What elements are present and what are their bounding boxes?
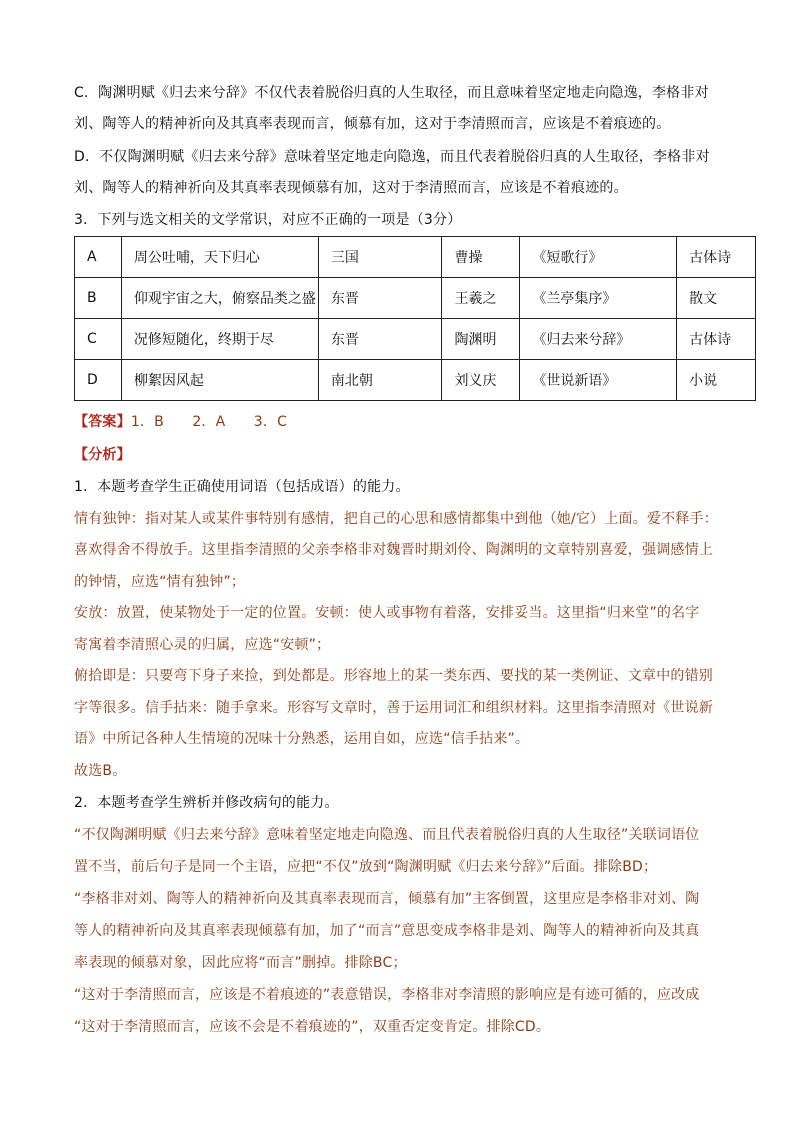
table-row (75, 237, 756, 278)
row-genre: 古体诗 (677, 237, 756, 278)
analysis-line: 字等很多。信手拈来：随手拿来。形容写文章时，善于运用词汇和组织材料。这里指李清照对《世说新 (74, 700, 713, 716)
row-genre: 散文 (677, 278, 756, 319)
row-genre: 小说 (677, 360, 756, 401)
analysis-line: “这对于李清照而言，应该是不着痕迹的”表意错误，李格非对李清照的影响应是有迹可循的，应改成 (74, 987, 700, 1003)
row-work: 《兰亭集序》 (520, 278, 677, 319)
literature-table (74, 236, 756, 401)
row-letter: C (75, 319, 122, 360)
table-row (75, 319, 756, 360)
analysis-line: 情有独钟：指对某人或某件事特别有感情，把自己的心思和感情都集中到他（她/它）上面。爱不释手： (74, 511, 718, 527)
table-row (75, 360, 756, 401)
row-letter: A (75, 237, 122, 278)
row-era: 东晋 (318, 319, 442, 360)
row-era: 三国 (318, 237, 442, 278)
analysis-line: 1．本题考查学生正确使用词语（包括成语）的能力。 (74, 479, 410, 495)
row-era: 东晋 (318, 278, 442, 319)
answer-line (74, 412, 734, 432)
question-3-stem: 3．下列与选文相关的文学常识，对应不正确的一项是（3分） (74, 212, 462, 228)
row-letter: D (75, 360, 122, 401)
row-quote: 仰观宇宙之大，俯察品类之盛 (121, 278, 318, 319)
analysis-line: 俯拾即是：只要弯下身子来捡，到处都是。形容地上的某一类东西、要找的某一类例证、文章中的错别 (74, 668, 713, 684)
analysis-label: 【分析】 (74, 447, 131, 463)
row-quote: 柳絮因风起 (121, 360, 318, 401)
analysis-line: “这对于李清照而言，应该不会是不着痕迹的”，双重否定变肯定。排除CD。 (74, 1019, 551, 1035)
analysis-line: 故选B。 (74, 763, 127, 779)
analysis-line: 置不当，前后句子是同一个主语，应把“不仅”放到“陶渊明赋《归去来兮辞》”后面。排除BD； (74, 859, 658, 875)
row-author: 曹操 (442, 237, 520, 278)
analysis-line: 喜欢得舍不得放手。这里指李清照的父亲李格非对魏晋时期刘伶、陶渊明的文章特别喜爱，强调感情上 (74, 542, 713, 558)
option-d-line-2: 刘、陶等人的精神祈向及其真率表现倾慕有加，这对于李清照而言，应该是不着痕迹的。 (74, 180, 628, 196)
row-author: 陶渊明 (442, 319, 520, 360)
answer-text: 1．B 2．A 3．C (130, 414, 288, 430)
row-quote: 周公吐哺，天下归心 (121, 237, 318, 278)
option-c-line-1: C．陶渊明赋《归去来兮辞》不仅代表着脱俗归真的人生取径，而且意味着坚定地走向隐逸，李格非对 (74, 85, 709, 101)
analysis-line: 寄寓着李清照心灵的归属，应选“安顿”； (74, 637, 331, 653)
analysis-line: 等人的精神祈向及其真率表现倾慕有加，加了“而言”意思变成李格非是刘、陶等人的精神祈向及其真 (74, 923, 700, 939)
row-work: 《世说新语》 (520, 360, 677, 401)
row-quote: 况修短随化，终期于尽 (121, 319, 318, 360)
table-row (75, 278, 756, 319)
analysis-line: 语》中所记各种人生情境的况味十分熟悉，运用自如，应选“信手拈来”。 (74, 731, 530, 747)
analysis-line: 率表现的倾慕对象，因此应将“而言”删掉。排除BC； (74, 955, 407, 971)
row-era: 南北朝 (318, 360, 442, 401)
analysis-line: 的钟情，应选“情有独钟”； (74, 574, 246, 590)
row-author: 王羲之 (442, 278, 520, 319)
answer-label: 【答案】 (74, 414, 131, 430)
analysis-line: 2．本题考查学生辨析并修改病句的能力。 (74, 795, 339, 811)
row-letter: B (75, 278, 122, 319)
row-work: 《短歌行》 (520, 237, 677, 278)
row-work: 《归去来兮辞》 (520, 319, 677, 360)
analysis-line: 安放：放置，使某物处于一定的位置。安顿：使人或事物有着落，安排妥当。这里指“归来堂”的名字 (74, 605, 700, 621)
option-c-line-2: 刘、陶等人的精神祈向及其真率表现而言，倾慕有加，这对于李清照而言，应该是不着痕迹的。 (74, 116, 671, 132)
option-d-line-1: D．不仅陶渊明赋《归去来兮辞》意味着坚定地走向隐逸，而且代表着脱俗归真的人生取径，李格非对 (74, 149, 710, 165)
row-genre: 古体诗 (677, 319, 756, 360)
analysis-line: “不仅陶渊明赋《归去来兮辞》意味着坚定地走向隐逸、而且代表着脱俗归真的人生取径”关联词语位 (74, 827, 700, 843)
row-author: 刘义庆 (442, 360, 520, 401)
analysis-line: “李格非对刘、陶等人的精神祈向及其真率表现而言，倾慕有加”主客倒置，这里应是李格非对刘、陶 (74, 891, 700, 907)
